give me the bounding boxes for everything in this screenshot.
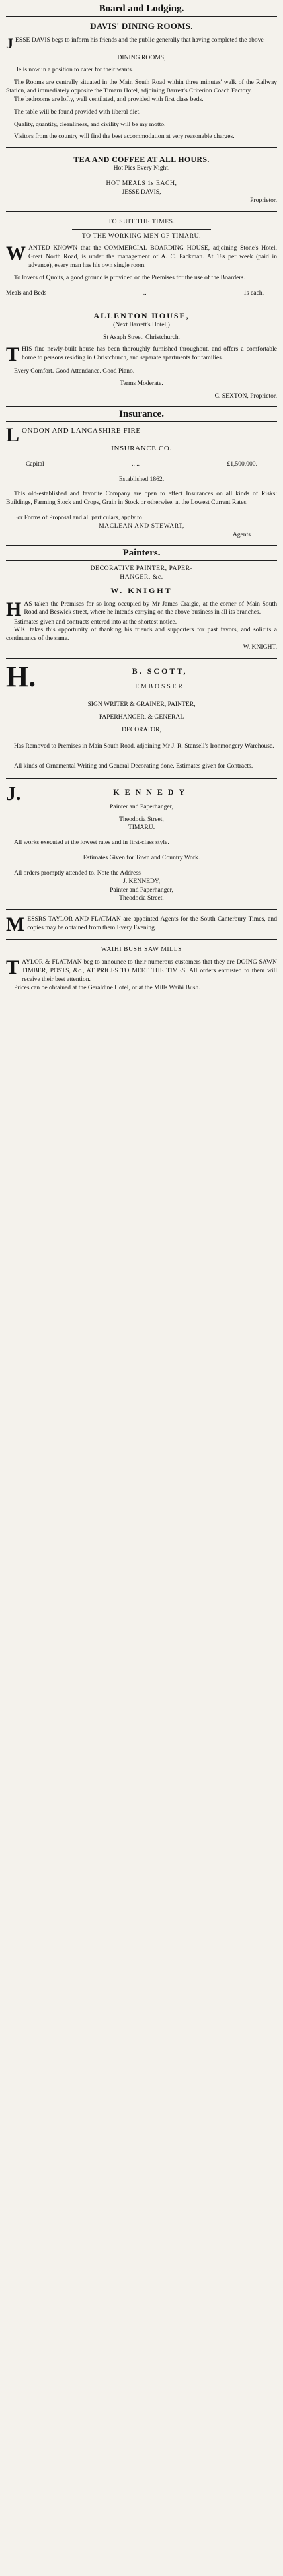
london-lancashire-ad <box>6 425 277 541</box>
allenton-body <box>6 343 277 366</box>
davis-p5: The table will be found provided with liberal diet. <box>14 108 141 116</box>
knight-p2: Estimates given and contracts entered into at the shortest notice. <box>14 618 177 626</box>
davis-p2: He is now in a position to cater for their wants. <box>14 66 134 74</box>
davis-title: DAVIS' DINING ROOMS. <box>90 21 193 32</box>
kennedy-header <box>6 782 277 805</box>
knight-signature: W. KNIGHT. <box>243 643 277 651</box>
davis-p3: The Rooms are centrally situated in the Main South Road within three minutes' walk of the Railway Station, and immediately opposite the Timaru Hotel, adjoining Barrett's Criterion Coach Factory. <box>6 79 277 95</box>
london-p1: This old-established and favorite Company are open to effect Insurances on all kinds of Risks: Buildings, Farming Stock and Crops, Grain in Stock or otherwise, at the Lowest Current Rates. <box>6 490 277 507</box>
kennedy-sig1: J. KENNEDY, <box>122 877 161 885</box>
waihi-p2: Prices can be obtained at the Geraldine Hotel, or at the Mills Waihi Bush. <box>14 984 200 991</box>
scott-l3: DECORATOR, <box>122 726 161 734</box>
knight-ad <box>6 563 277 653</box>
allenton-p4: C. SEXTON, Proprietor. <box>214 392 277 400</box>
kennedy-l2: Theodocia Street, <box>119 815 164 823</box>
kennedy-l1: Painter and Paperhanger, <box>110 803 173 810</box>
london-established: Established 1862. <box>118 475 165 483</box>
allenton-p1: HIS fine newly-built house has been thoroughly furnished throughout, and offers a comfortable home to persons residing in Christchurch, and separate apartments for families. <box>22 345 277 362</box>
kennedy-p2: Estimates Given for Town and Country Work. <box>83 854 200 862</box>
taylor-body <box>6 913 277 936</box>
section-header-insurance: Insurance. <box>6 406 277 422</box>
taylor-drop-cap: M <box>6 913 25 936</box>
davis-p4: The bedrooms are lofty, well ventilated, and provided with first class beds. <box>14 95 204 103</box>
knight-title1: DECORATIVE PAINTER, PAPER- <box>90 564 193 572</box>
working-line2: TO THE WORKING MEN OF TIMARU. <box>81 232 202 240</box>
allenton-house-ad <box>6 309 277 402</box>
knight-p3: W.K. takes this opportunity of thanking his friends and supporters for past favors, and solicits a continuance of the same. <box>6 626 277 643</box>
scott-p1: Has Removed to Premises in Main South Road, adjoining Mr J. R. Stansell's Ironmongery Warehouse. <box>14 742 274 750</box>
davis-intro <box>6 34 277 52</box>
meals-price: 1s each. <box>243 289 264 297</box>
working-drop-cap: W <box>6 242 26 265</box>
scott-p2: All kinds of Ornamental Writing and General Decorating done. Estimates given for Contracts. <box>14 762 253 769</box>
capital-row <box>6 460 277 469</box>
davis-dining-rooms-ad <box>6 19 277 143</box>
meals-row <box>6 289 277 298</box>
knight-p1: AS taken the Premises for so long occupied by Mr James Craigie, at the corner of Main South Road and Beswick street, where he intends carrying on the above business in all its branches. <box>24 600 277 616</box>
knight-title2: HANGER, &c. <box>120 573 163 581</box>
capital-label: Capital <box>26 460 44 468</box>
tea-line4: JESSE DAVIS, <box>122 188 161 196</box>
waihi-drop-cap: T <box>6 956 20 979</box>
kennedy-p3: All orders promptly attended to. Note the Address— <box>14 869 147 877</box>
taylor-agents-ad <box>6 914 277 935</box>
tea-line5: Proprietor. <box>250 196 277 204</box>
kennedy-big-initial: J. <box>6 782 21 805</box>
allenton-title: ALLENTON HOUSE, <box>93 310 190 320</box>
london-title1: ONDON AND LANCASHIRE FIRE <box>22 427 141 435</box>
davis-drop-cap: J <box>6 34 13 52</box>
working-p1: ANTED KNOWN that the COMMERCIAL BOARDING HOUSE, adjoining Stone's Hotel, Great North Road, is under the management of A. C. Packman. At 18s per week (paid in advance), every man has his own single room. <box>28 244 277 269</box>
scott-big-initial: H. <box>6 660 36 693</box>
london-agents-label: Agents <box>232 530 251 538</box>
allenton-p2: Every Comfort. Good Attendance. Good Piano. <box>14 367 135 375</box>
scott-l2: PAPERHANGER, & GENERAL <box>99 713 184 721</box>
london-title-block <box>6 424 277 446</box>
divider <box>72 229 211 230</box>
scott-l1: SIGN WRITER & GRAINER, PAINTER, <box>87 700 196 708</box>
working-p2: To lovers of Quoits, a good ground is provided on the Premises for the use of the Boarders. <box>14 273 245 281</box>
waihi-p1: AYLOR & FLATMAN beg to announce to their numerous customers that they are DOING SAWN TIMBER, POSTS, &c., AT PRICES TO MEET THE TIMES. All orders entrusted to them will receive their best attention. <box>22 958 277 983</box>
divider <box>6 939 277 940</box>
kennedy-p1: All works executed at the lowest rates and in first-class style. <box>14 839 169 847</box>
divider <box>6 909 277 910</box>
kennedy-ad <box>6 783 277 905</box>
divider <box>6 211 277 212</box>
tea-coffee-ad <box>6 153 277 206</box>
waihi-title: WAIHI BUSH SAW MILLS <box>101 946 182 954</box>
tea-line3: HOT MEALS 1s EACH, <box>106 180 177 188</box>
scott-ad <box>6 660 277 773</box>
london-drop-cap: L <box>6 424 20 446</box>
davis-p7: Visitors from the country will find the best accommodation at very reasonable charges. <box>14 133 235 141</box>
scott-trades <box>6 698 277 736</box>
scott-sub: EMBOSSER <box>135 682 184 690</box>
knight-name: W. KNIGHT <box>110 586 173 596</box>
london-agents: MACLEAN AND STEWART, <box>99 522 184 530</box>
kennedy-l3: TIMARU. <box>128 824 155 832</box>
capital-dots: .. .. <box>132 460 140 468</box>
davis-p6: Quality, quantity, cleanliness, and civility will be my motto. <box>14 120 166 128</box>
section-header-painters: Painters. <box>6 545 277 561</box>
tea-line2: Hot Pies Every Night. <box>113 164 170 172</box>
kennedy-sig3: Theodocia Street. <box>119 894 164 902</box>
waihi-body <box>6 958 277 984</box>
divider <box>6 778 277 779</box>
waihi-saw-mills-ad <box>6 945 277 993</box>
allenton-sub2: St Asaph Street, Christchurch. <box>103 333 180 341</box>
scott-header <box>6 660 277 693</box>
meals-dots: .. <box>143 289 147 297</box>
knight-body <box>6 600 277 618</box>
scott-name: B. SCOTT, <box>132 666 188 676</box>
allenton-drop-cap: T <box>6 343 20 366</box>
davis-sub: DINING ROOMS, <box>117 54 166 61</box>
allenton-sub1: (Next Barrett's Hotel,) <box>113 320 170 328</box>
divider <box>6 147 277 148</box>
divider <box>6 658 277 659</box>
knight-drop-cap: H <box>6 598 22 620</box>
working-line1: TO SUIT THE TIMES. <box>108 217 175 225</box>
working-men-ad <box>6 217 277 299</box>
allenton-p3: Terms Moderate. <box>120 380 163 388</box>
kennedy-sig2: Painter and Paperhanger, <box>110 886 173 894</box>
taylor-p1: ESSRS TAYLOR AND FLATMAN are appointed Agents for the South Canterbury Times, and copies may be obtained from them Every Evening. <box>27 915 277 932</box>
working-body <box>6 244 277 270</box>
capital-value: £1,500,000. <box>227 460 257 468</box>
tea-line1: TEA AND COFFEE AT ALL HOURS. <box>73 155 210 164</box>
kennedy-name: KENNEDY <box>113 787 190 797</box>
london-p2: For Forms of Proposal and all particulars, apply to <box>14 514 142 522</box>
meals-label: Meals and Beds <box>6 289 47 297</box>
newspaper-column <box>6 0 277 994</box>
london-title2: INSURANCE CO. <box>111 445 172 452</box>
section-header-board-lodging: Board and Lodging. <box>6 1 277 17</box>
davis-p1: ESSE DAVIS begs to inform his friends and the public generally that having completed the above <box>15 36 264 44</box>
